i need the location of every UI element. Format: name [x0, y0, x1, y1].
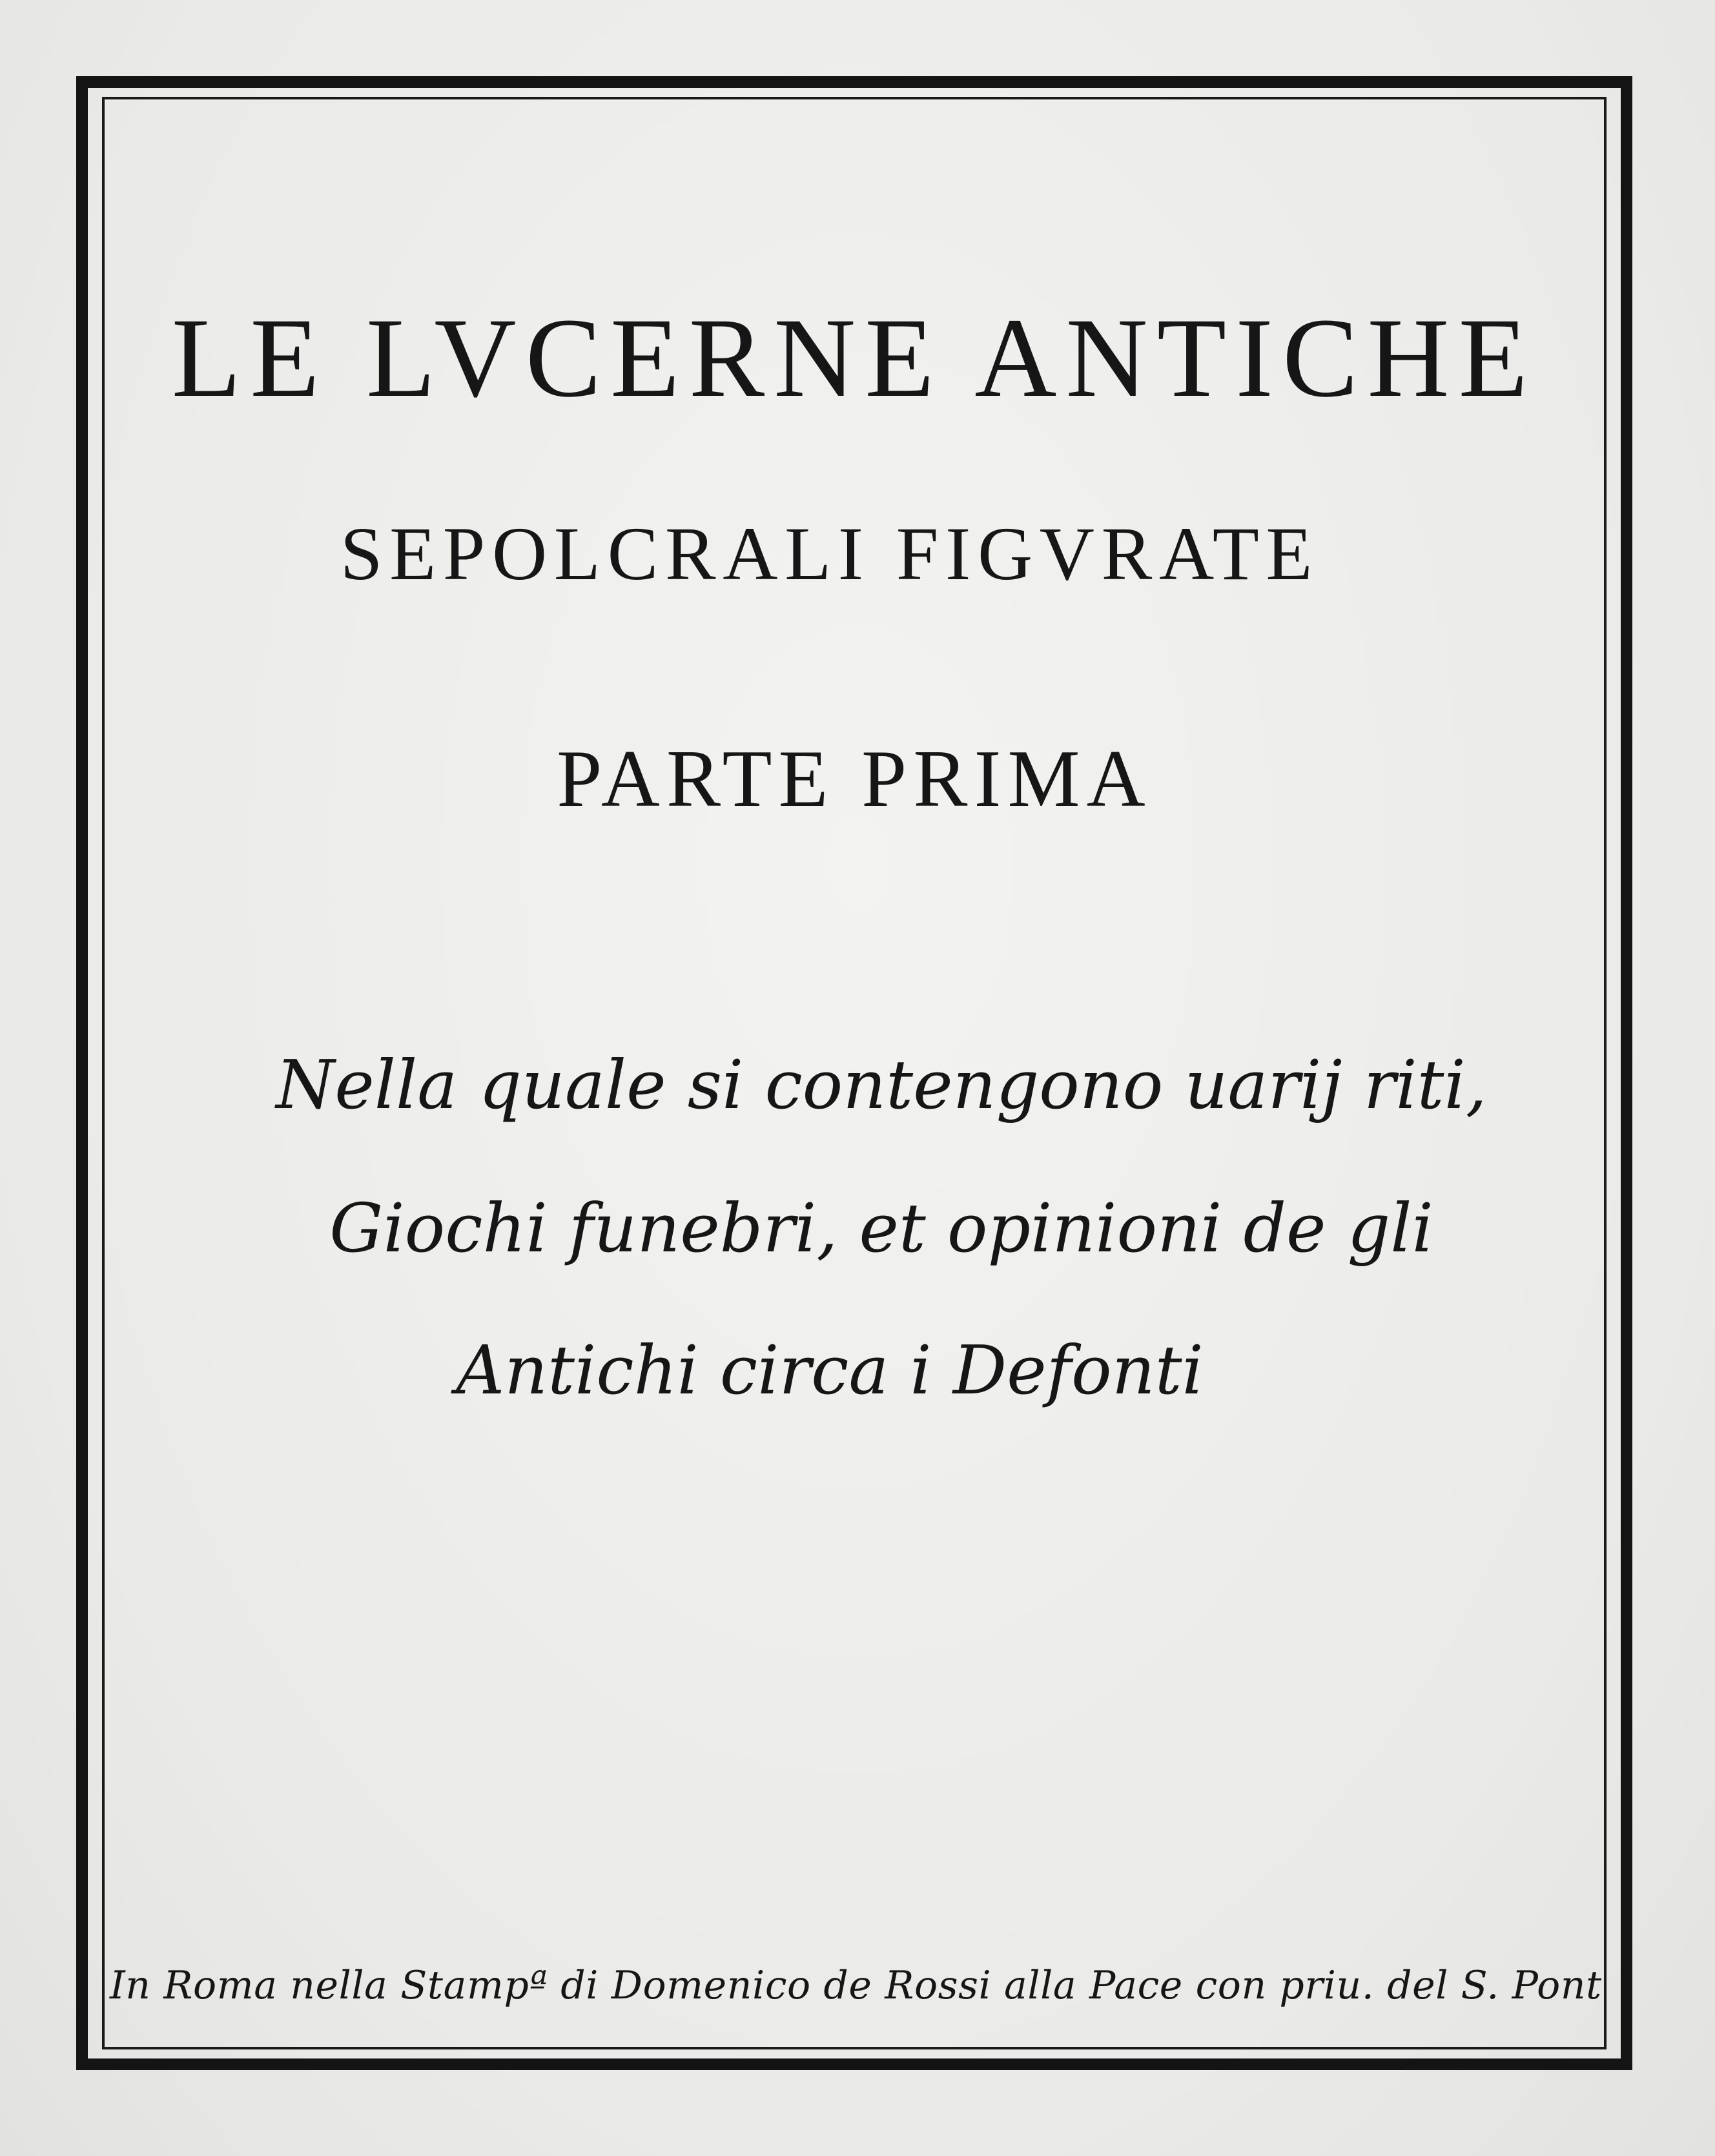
title-line-2: SEPOLCRALI FIGVRATE — [340, 511, 1320, 596]
printer-imprint: In Roma nella Stampª di Domenico de Rossi alla Pace con priu. del S. Pont — [110, 1963, 1602, 2008]
description-line-3: Antichi circa i Defonti — [456, 1331, 1204, 1410]
title-line-3: PARTE PRIMA — [557, 734, 1152, 824]
description-line-1: Nella quale si contengono uarij riti, — [276, 1045, 1487, 1124]
description-line-2: Giochi funebri, et opinioni de gli — [329, 1189, 1433, 1268]
title-line-1: LE LVCERNE ANTICHE — [171, 295, 1537, 421]
